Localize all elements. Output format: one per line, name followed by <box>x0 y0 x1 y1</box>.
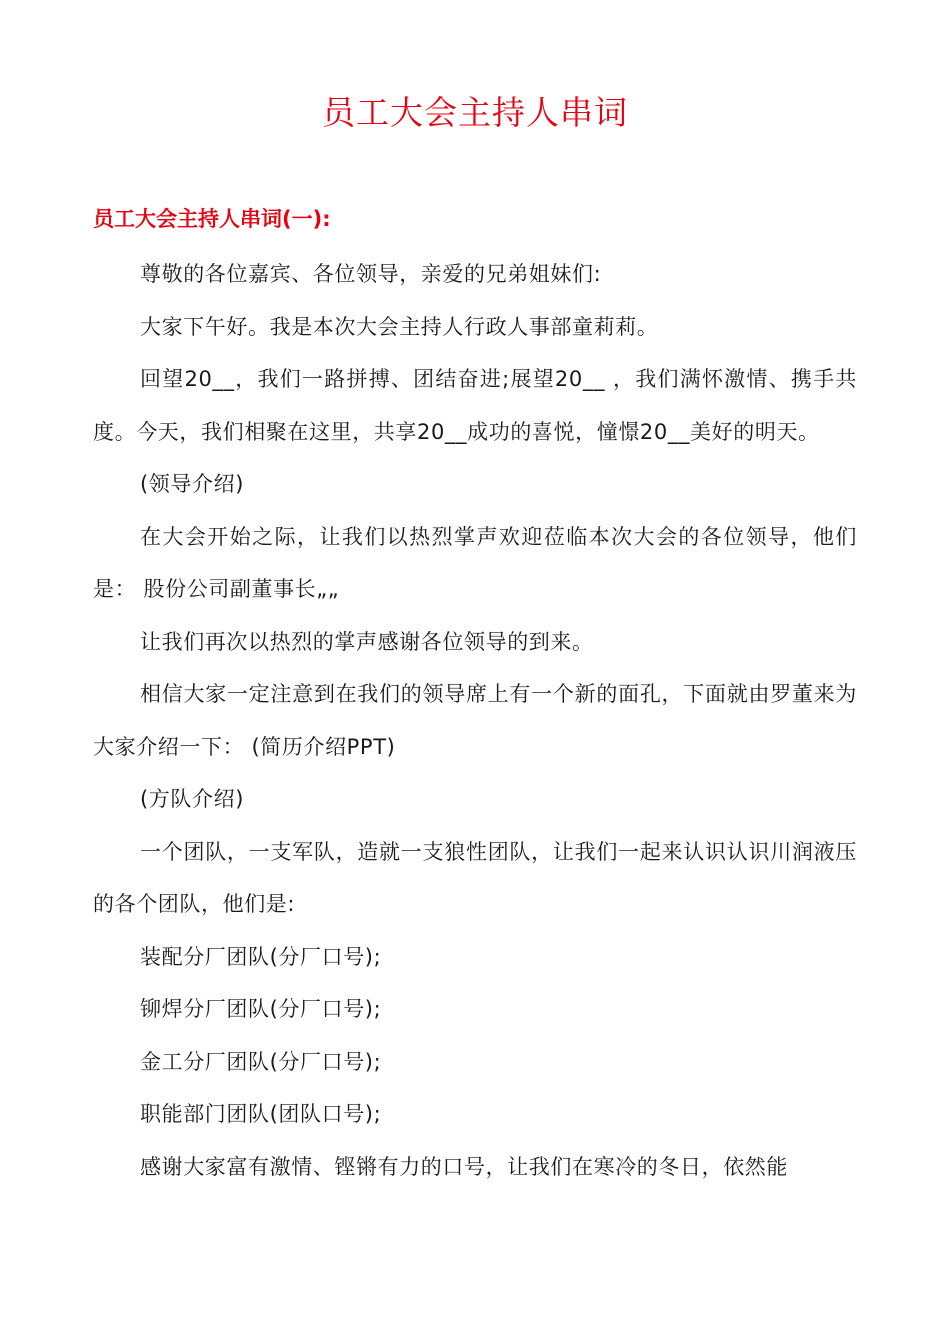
paragraph-host-intro: 大家下午好。我是本次大会主持人行政人事部童莉莉。 <box>140 314 659 339</box>
paragraph-new-face: 相信大家一定注意到在我们的领导席上有一个新的面孔，下面就由罗董来为大家介绍一下： (简历介绍PPT) <box>93 682 857 759</box>
paragraph-thanks-leaders: 让我们再次以热烈的掌声感谢各位领导的到来。 <box>140 629 594 654</box>
document-title: 员工大会主持人串词 <box>322 93 628 132</box>
paragraph-team-functional: 职能部门团队(团队口号); <box>140 1102 382 1126</box>
document-body <box>93 248 857 1193</box>
paragraph-closing: 感谢大家富有激情、铿锵有力的口号，让我们在寒冷的冬日，依然能 <box>140 1154 788 1179</box>
paragraph-review: 回望20__，我们一路拼搏、团结奋进;展望20__ ，我们满怀激情、携手共度。今天，我们相聚在这里，共享20__成功的喜悦，憧憬20__美好的明天。 <box>93 367 857 444</box>
paragraph-team-intro: 一个团队，一支军队，造就一支狼性团队，让我们一起来认识认识川润液压的各个团队，他们是: <box>93 839 857 916</box>
paragraph-welcome-leaders: 在大会开始之际，让我们以热烈掌声欢迎莅临本次大会的各位领导，他们是： 股份公司副董事长„„ <box>93 524 857 601</box>
paragraph-leader-intro-label: (领导介绍) <box>140 472 244 496</box>
section-heading: 员工大会主持人串词(一): <box>93 207 331 231</box>
paragraph-team-welding: 铆焊分厂团队(分厂口号); <box>140 997 382 1021</box>
paragraph-greeting: 尊敬的各位嘉宾、各位领导，亲爱的兄弟姐妹们: <box>140 262 602 286</box>
paragraph-team-metalwork: 金工分厂团队(分厂口号); <box>140 1049 382 1074</box>
paragraph-team-intro-label: (方队介绍) <box>140 787 244 811</box>
paragraph-team-assembly: 装配分厂团队(分厂口号); <box>140 944 382 969</box>
